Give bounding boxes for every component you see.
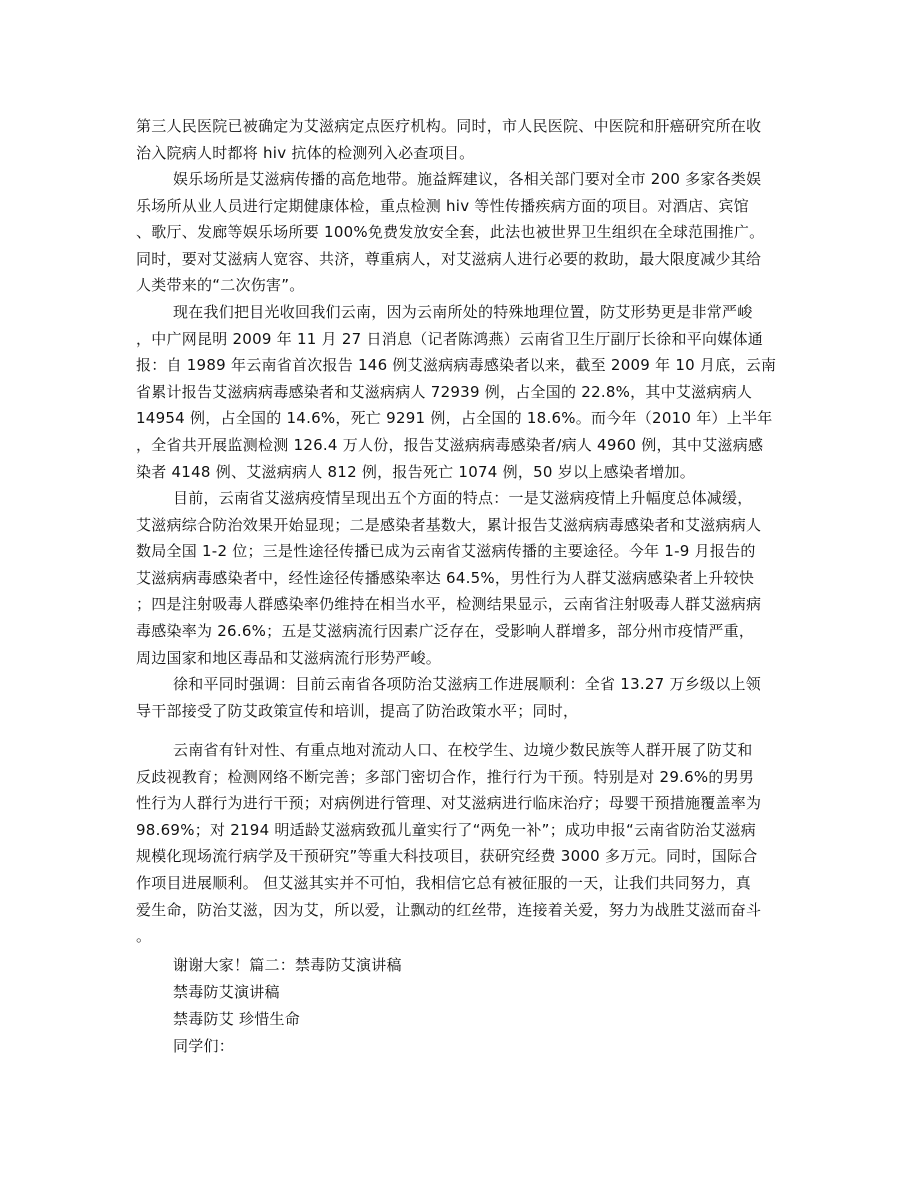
text-line: 云南省有针对性、有重点地对流动人口、在校学生、边境少数民族等人群开展了防艾和 [173,741,753,759]
text-line: 第三人民医院已被确定为艾滋病定点医疗机构。同时，市人民医院、中医院和肝癌研究所在收 [136,117,762,135]
paragraph-measures [136,737,786,950]
text-line: 乐场所从业人员进行定期健康体检，重点检测 hiv 等性传播疾病方面的项目。对酒店、宾馆 [136,196,749,215]
paragraph-progress [136,671,786,724]
text-line: 徐和平同时强调：目前云南省各项防治艾滋病工作进展顺利：全省 13.27 万乡级以上领 [173,675,761,693]
text-line: 治入院病人时都将 hiv 抗体的检测列入必查项目。 [136,143,475,162]
text-line: 娱乐场所是艾滋病传播的高危地带。施益辉建议，各相关部门要对全市 200 多家各类娱 [173,170,762,188]
text-line: 毒感染率为 26.6%；五是艾滋病流行因素广泛存在，受影响人群增多，部分州市疫情严重， [136,621,755,640]
paragraph-hiv-testing [136,113,786,166]
text-line: 、歌厅、发廊等娱乐场所要 100%免费发放安全套，此法也被世界卫生组织在全球范围推广。 [136,223,765,242]
text-line: 省累计报告艾滋病病毒感染者和艾滋病病人 72939 例，占全国的 22.8%，其中艾滋病病人 [136,382,753,401]
text-line: 数局全国 1-2 位；三是性途径传播已成为云南省艾滋病传播的主要途径。今年 1-9 月报告的 [136,542,756,561]
text-line: 。 [136,927,152,946]
text-line: 人类带来的“二次伤害”。 [136,276,305,295]
text-line: 爱生命，防治艾滋，因为艾，所以爱，让飘动的红丝带，连接着关爱，努力为战胜艾滋而奋斗 [136,900,762,919]
text-line: 艾滋病病毒感染者中，经性途径传播感染率达 64.5%，男性行为人群艾滋病感染者上升较快 [136,568,755,587]
paragraph-entertainment-venues [136,166,786,299]
text-line: 艾滋病综合防治效果开始显现；二是感染者基数大，累计报告艾滋病病毒感染者和艾滋病病人 [136,515,762,534]
paragraph-epidemic-features [136,485,786,671]
text-line: 规模化现场流行病学及干预研究”等重大科技项目，获研究经费 3000 多万元。同时，国际合 [136,847,758,866]
text-line: 14954 例，占全国的 14.6%，死亡 9291 例，占全国的 18.6%。而今年（2010 年）上半年 [136,409,773,428]
speech-subtitle: 禁毒防艾 珍惜生命 [173,1010,301,1028]
text-line: ；四是注射吸毒人群感染率仍维持在相当水平，检测结果显示，云南省注射吸毒人群艾滋病病 [136,595,762,614]
text-line: 周边国家和地区毒品和艾滋病流行形势严峻。 [136,648,442,667]
text-line: 作项目进展顺利。 但艾滋其实并不可怕，我相信它总有被征服的一天，让我们共同努力，真 [136,873,752,892]
paragraph-yunnan-statistics [136,299,786,485]
text-line: 报：自 1989 年云南省首次报告 146 例艾滋病病毒感染者以来，截至 2009 年 10 月底，云南 [136,356,777,375]
text-line: 98.69%；对 2194 明适龄艾滋病致孤儿童实行了“两免一补”；成功申报“云南省防治艾滋病 [136,820,756,839]
speech-title: 禁毒防艾演讲稿 [173,983,280,1001]
text-line: 现在我们把目光收回我们云南，因为云南所处的特殊地理位置，防艾形势更是非常严峻 [173,303,753,321]
text-line: ，全省共开展监测检测 126.4 万人份，报告艾滋病病毒感染者/病人 4960 例，其中艾滋病感 [136,435,764,454]
closing-thanks-line: 谢谢大家！篇二：禁毒防艾演讲稿 [173,956,402,974]
text-line: 同时，要对艾滋病人宽容、共济，尊重病人，对艾滋病人进行必要的救助，最大限度减少其给 [136,249,762,268]
text-line: 反歧视教育；检测网络不断完善；多部门密切合作，推行行为干预。特别是对 29.6%的男男 [136,767,755,786]
text-line: ，中广网昆明 2009 年 11 月 27 日消息（记者陈鸿燕）云南省卫生厅副厅长徐和平向媒体通 [136,329,763,348]
salutation: 同学们： [173,1037,235,1055]
text-line: 目前，云南省艾滋病疫情呈现出五个方面的特点：一是艾滋病疫情上升幅度总体减缓， [173,489,753,507]
text-line: 性行为人群行为进行干预；对病例进行管理、对艾滋病进行临床治疗；母婴干预措施覆盖率为 [136,794,762,813]
text-line: 导干部接受了防艾政策宣传和培训，提高了防治政策水平；同时， [136,701,579,720]
text-line: 染者 4148 例、艾滋病病人 812 例，报告死亡 1074 例，50 岁以上感染者增加。 [136,462,695,481]
